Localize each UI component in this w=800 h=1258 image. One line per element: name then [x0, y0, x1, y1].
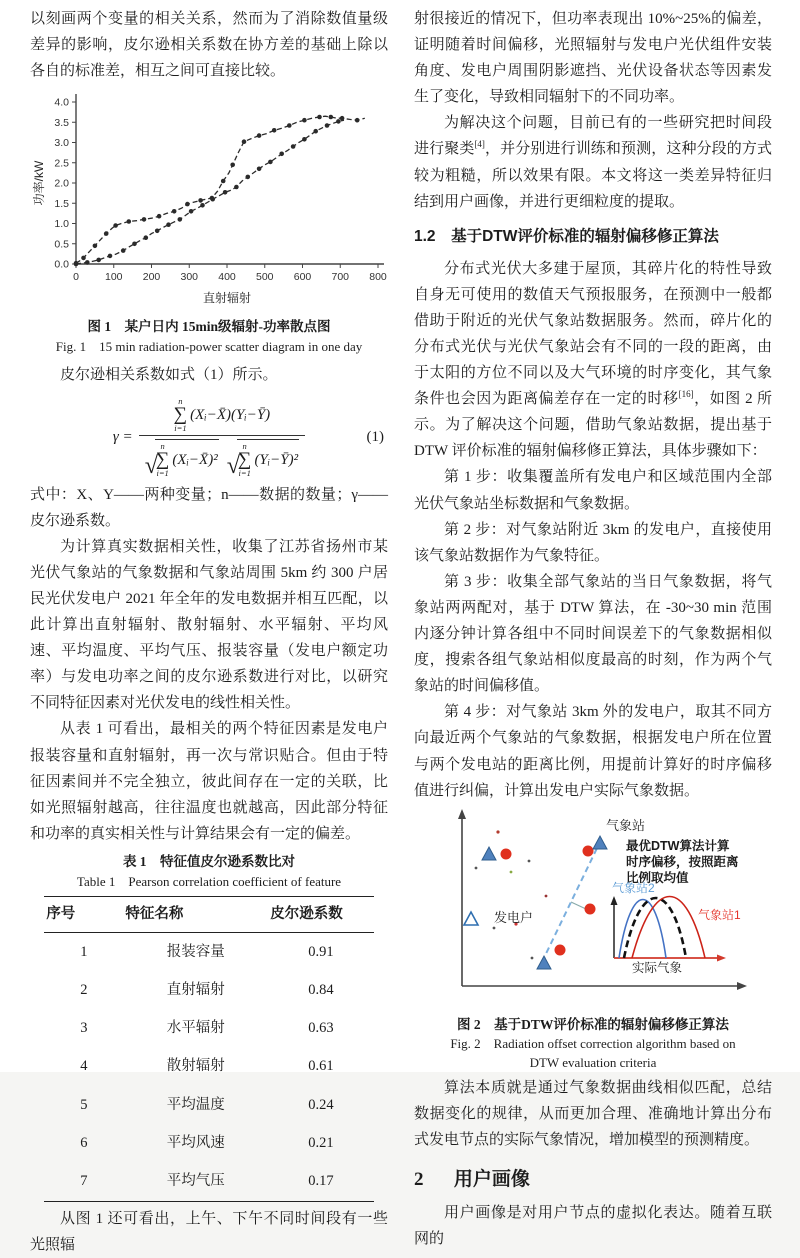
subsection-heading-1-2: 1.2 基于DTW评价标准的辐射偏移修正算法: [414, 227, 719, 245]
col-header-feature: 特征名称: [123, 896, 268, 932]
station-triangle: [482, 847, 496, 860]
station-label: 气象站: [606, 817, 646, 833]
paragraph: 为解决这个问题，目前已有的一些研究把时间段进行聚类[4]，并分别进行训练和预测，这种分段的方式较为粗糙，所以效果有限。本文将这一类差异特征归结到用户画像，并进行更细粒度的提取。: [414, 115, 772, 210]
svg-text:400: 400: [218, 271, 236, 284]
inset-x-arrow: [717, 954, 726, 961]
col-header-index: 序号: [44, 896, 123, 932]
figure2-caption-zh: 图 2 基于DTW评价标准的辐射偏移修正算法: [457, 1016, 729, 1032]
table-row: 5 平均温度 0.24: [80, 1096, 334, 1113]
small-dot: [475, 866, 478, 869]
note-line-2: 时序偏移，按照距离: [626, 854, 739, 869]
right-column: [414, 6, 772, 1248]
svg-text:600: 600: [293, 271, 312, 284]
figure2-caption-en: Fig. 2 Radiation offset correction algorithm based on DTW evaluation criteria: [450, 1036, 736, 1070]
x-axis-arrow: [737, 982, 747, 990]
table-row: 3 水平辐射 0.63: [80, 1020, 334, 1037]
station-triangle: [537, 956, 551, 969]
svg-text:2.0: 2.0: [54, 177, 69, 190]
paragraph: 算法本质就是通过气象数据曲线相似匹配，总结数据变化的规律，从而更加合理、准确地计算出分布式发电节点的实际气象情况，增加模型的预测精度。: [414, 1079, 772, 1148]
svg-text:1.5: 1.5: [54, 198, 69, 211]
paragraph: 为计算真实数据相关性，收集了江苏省扬州市某光伏气象站的气象数据和气象站周围 5km 约 300 户居民光伏发电户 2021 年全年的发电数据并相互匹配，以此计算出直射辐射、散射辐射、水平辐射、平均风速、平均温度、平均气压、报装容量（发电户额定功率）与发电功率之间的皮尔逊系数进行对比，以研究不同特征因素对光伏发电的线性相关性。: [30, 538, 388, 712]
station-triangle: [593, 836, 607, 849]
paragraph: 射很接近的情况下，但功率表现出 10%~25%的偏差，证明随着时间偏移，光照辐射与发电户光伏组件安装角度、发电户周围阴影遮挡、光伏设备状态等因素发生了变化，导致相同辐射下的不同功率。: [414, 11, 772, 106]
svg-text:4.0: 4.0: [54, 96, 69, 109]
dtw-offset-diagram: [414, 806, 772, 1004]
figure2-diagram: [414, 806, 772, 1013]
sqrt-term-x: √ n ∑ i=1 (Xᵢ−X̄)²: [144, 440, 218, 479]
actual-weather-label: 实际气象: [632, 960, 683, 975]
svg-text:700: 700: [331, 271, 350, 284]
station2-label: 气象站2: [612, 880, 655, 895]
numerator-expr: (Xᵢ−X̄)(Yᵢ−Ȳ): [190, 406, 271, 423]
sqrt-term-y: √ n ∑ i=1 (Yᵢ−Ȳ)²: [226, 440, 299, 479]
table-row: 6 平均风速 0.21: [80, 1134, 334, 1151]
svg-text:0: 0: [73, 271, 79, 284]
table-row: 4 散射辐射 0.61: [80, 1058, 334, 1075]
station2-curve: [619, 899, 666, 958]
col-header-coefficient: 皮尔逊系数: [268, 896, 373, 932]
svg-text:0.0: 0.0: [54, 258, 69, 271]
citation-ref-16: [16]: [678, 389, 694, 400]
radiation-power-scatter-chart: [30, 88, 388, 306]
small-dot: [531, 956, 534, 959]
note-line-1: 最优DTW算法计算: [626, 838, 730, 853]
svg-text:2.5: 2.5: [54, 157, 69, 170]
svg-text:300: 300: [180, 271, 199, 284]
small-dot: [510, 870, 513, 873]
paragraph: 从图 1 还可看出，上午、下午不同时间段有一些光照辐: [30, 1210, 388, 1253]
paragraph: 以刻画两个变量的相关关系，然而为了消除数值量级差异的影响，皮尔逊相关系数在协方差的基础上除以各自的标准差，相互之间可直接比较。: [30, 11, 388, 80]
table-row: 2 直射辐射 0.84: [80, 981, 334, 998]
producer-label: 发电户: [494, 909, 534, 925]
formula-fraction: [139, 397, 305, 478]
pearson-table-body: [44, 933, 373, 1202]
svg-text:500: 500: [255, 271, 274, 284]
paragraph: 皮尔逊相关系数如式（1）所示。: [60, 367, 278, 384]
figure1-caption-zh: 图 1 某户日内 15min级辐射-功率散点图: [87, 319, 331, 335]
pearson-coefficient-table: [44, 896, 373, 1202]
step-paragraph: 第 2 步：对气象站附近 3km 的发电户，直接使用该气象站数据作为气象特征。: [414, 521, 772, 564]
table1-title-zh: 表 1 特征值皮尔逊系数比对: [122, 853, 296, 869]
open-triangle: [464, 912, 478, 925]
paragraph: 从表 1 可看出，最相关的两个特征因素是发电户报装容量和直射辐射，再一次与常识贴合。但由于特征因素间并不完全独立，彼此间存在一定的关联，比如光照辐射越高，往往温度也就越高，因此部分特征和功率的真实相关性与计算结果会有一定的偏差。: [30, 721, 388, 842]
table-row: 1 报装容量 0.91: [80, 943, 334, 960]
dashed-link-line: [542, 844, 599, 962]
figure1-chart: [30, 88, 388, 315]
table-header-row: [44, 896, 373, 932]
figure1-caption-en: Fig. 1 15 min radiation-power scatter diagram in one day: [55, 338, 363, 354]
small-dot: [528, 859, 531, 862]
svg-text:直射辐射: 直射辐射: [202, 291, 252, 306]
sum-symbol: n ∑ i=1: [173, 395, 188, 434]
svg-text:200: 200: [142, 271, 161, 284]
formula-lhs: γ =: [112, 429, 133, 446]
producer-circle: [585, 903, 596, 914]
table-row: 7 平均气压 0.17: [80, 1173, 334, 1189]
pearson-formula: [30, 397, 388, 478]
svg-text:功率/kW: 功率/kW: [32, 160, 46, 206]
svg-text:0.5: 0.5: [54, 238, 69, 251]
table1-title-en: Table 1 Pearson correlation coefficient of feature: [76, 874, 342, 890]
station1-label: 气象站1: [698, 907, 741, 922]
producer-circle: [501, 848, 512, 859]
equation-number: (1): [366, 429, 384, 446]
small-dot: [493, 926, 496, 929]
svg-text:1.0: 1.0: [54, 218, 69, 231]
inset-y-arrow: [611, 896, 618, 905]
svg-text:800: 800: [369, 271, 387, 284]
small-dot: [545, 894, 548, 897]
y-axis-arrow: [458, 809, 466, 819]
step-paragraph: 第 4 步：对气象站 3km 外的发电户，取其不同方向最近两个气象站的气象数据，根据发电户所在位置与两个发电站的距离比例，用提前计算好的时序偏移值进行纠偏，计算出发电户实际气象数据。: [414, 704, 772, 799]
small-dot: [496, 830, 499, 833]
note-line-3: 比例取均值: [626, 870, 689, 885]
producer-circle: [583, 845, 594, 856]
svg-text:3.5: 3.5: [54, 117, 69, 130]
step-paragraph: 第 3 步：收集全部气象站的当日气象数据，将气象站两两配对，基于 DTW 算法，在 -30~30 min 范围内逐分钟计算各组中不同时间误差下的气象数据相似度，搜索各组气象站相似度最高的时刻，作为两个气象站的时间偏移值。: [414, 573, 772, 695]
left-column: [30, 6, 388, 1253]
svg-text:3.0: 3.0: [54, 137, 69, 150]
step-paragraph: 第 1 步：收集覆盖所有发电户和区域范围内全部光伏气象站坐标数据和气象数据。: [414, 469, 772, 512]
svg-text:100: 100: [104, 271, 123, 284]
citation-ref-4: [4]: [474, 139, 485, 150]
paragraph: 式中：X、Y——两种变量；n——数据的数量；γ——皮尔逊系数。: [30, 486, 388, 529]
section-heading-2: 2 用户画像: [414, 1169, 530, 1190]
paragraph: 分布式光伏大多建于屋顶，其碎片化的特性导致自身无可使用的数值天气预报服务，在预测中一般都借助于附近的光伏气象站数据服务。然而，碎片化的分布式光伏与光伏气象站会有不同的一段的距离，由于太阳的方位不同以及大气环境的时序变化，其气象条件也会因为距离偏差存在一定的时移[16]，如图 2 所示。为了解决这个问题，借助气象站数据，提出基于DTW 评价标准的辐射偏移修正算法，具体步骤如下：: [414, 260, 772, 460]
paragraph: 用户画像是对用户节点的虚拟化表达。随着互联网的: [414, 1205, 772, 1248]
producer-circle: [555, 944, 566, 955]
connector-line: [571, 902, 586, 909]
